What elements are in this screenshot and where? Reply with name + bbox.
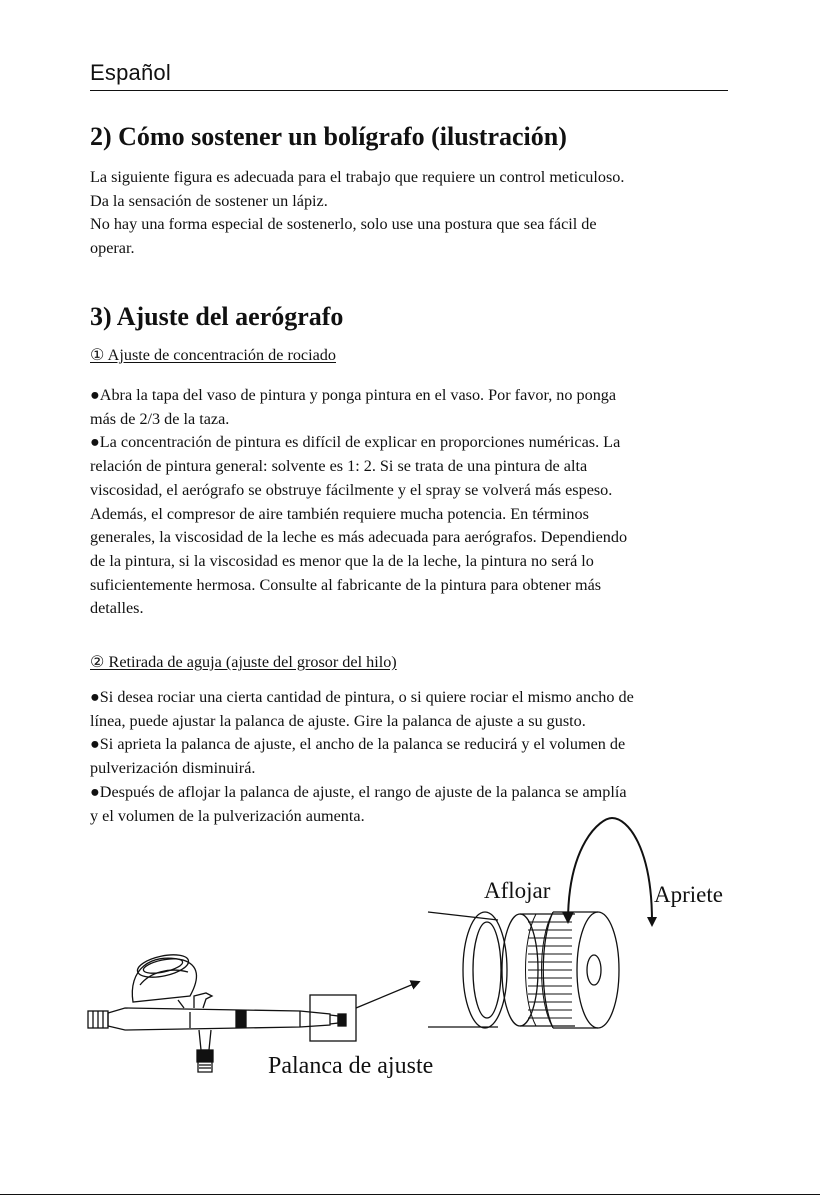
tighten-label: Apriete <box>654 882 723 907</box>
language-label: Español <box>90 60 171 85</box>
text-line: La siguiente figura es adecuada para el trabajo que requiere un control meticuloso. <box>90 168 625 186</box>
guide-line <box>428 912 498 920</box>
text-line: ●Después de aflojar la palanca de ajuste, el rango de ajuste de la palanca se amplía <box>90 782 627 801</box>
text-line: pulverización disminuirá. <box>90 759 256 778</box>
text-line: No hay una forma especial de sostenerlo, solo use una postura que sea fácil de <box>90 215 597 234</box>
text-line: ●Si desea rociar una cierta cantidad de pintura, o si quiere rociar el mismo ancho de <box>90 688 634 706</box>
text-line: Además, el compresor de aire también requiere mucha potencia. En términos <box>90 504 589 523</box>
pointer-arrow <box>356 983 416 1008</box>
adjustment-knob-icon <box>463 912 619 1028</box>
text-line: línea, puede ajustar la palanca de ajuste. Gire la palanca de ajuste a su gusto. <box>90 711 586 730</box>
text-line: Da la sensación de sostener un lápiz. <box>90 191 328 210</box>
loosen-label: Aflojar <box>484 878 551 903</box>
footer-rule <box>0 1194 820 1195</box>
text-line: suficientemente hermosa. Consulte al fabricante de la pintura para obtener más <box>90 575 602 594</box>
text-line: viscosidad, el aerógrafo se obstruye fácilmente y el spray se volverá más espeso. <box>90 480 613 499</box>
text-line: de la pintura, si la viscosidad es menor que la de la leche, la pintura no será lo <box>90 551 594 570</box>
text-line: detalles. <box>90 599 144 618</box>
section-2-title: 2) Cómo sostener un bolígrafo (ilustración) <box>90 122 567 151</box>
lever-highlight-box <box>310 995 356 1041</box>
text-line: ●Si aprieta la palanca de ajuste, el ancho de la palanca se reducirá y el volumen de <box>90 735 626 754</box>
adjustment-lever-label: Palanca de ajuste <box>268 1053 434 1079</box>
text-line: ●La concentración de pintura es difícil de explicar en proporciones numéricas. La <box>90 433 621 452</box>
subsection-spray-concentration-title: ① Ajuste de concentración de rociado <box>90 346 336 364</box>
subsection-needle-retraction-title: ② Retirada de aguja (ajuste del grosor del hilo) <box>90 653 397 671</box>
text-line: operar. <box>90 239 135 258</box>
rotation-arrow-icon <box>568 818 652 922</box>
text-line: generales, la viscosidad de la leche es más adecuada para aerógrafos. Dependiendo <box>90 528 628 547</box>
text-line: relación de pintura general: solvente es 1: 2. Si se trata de una pintura de alta <box>90 457 588 476</box>
text-line: más de 2/3 de la taza. <box>90 409 230 428</box>
section-3-title: 3) Ajuste del aerógrafo <box>90 302 344 331</box>
text-line: y el volumen de la pulverización aumenta. <box>90 806 365 825</box>
text-line: ●Abra la tapa del vaso de pintura y ponga pintura en el vaso. Por favor, no ponga <box>90 386 617 404</box>
